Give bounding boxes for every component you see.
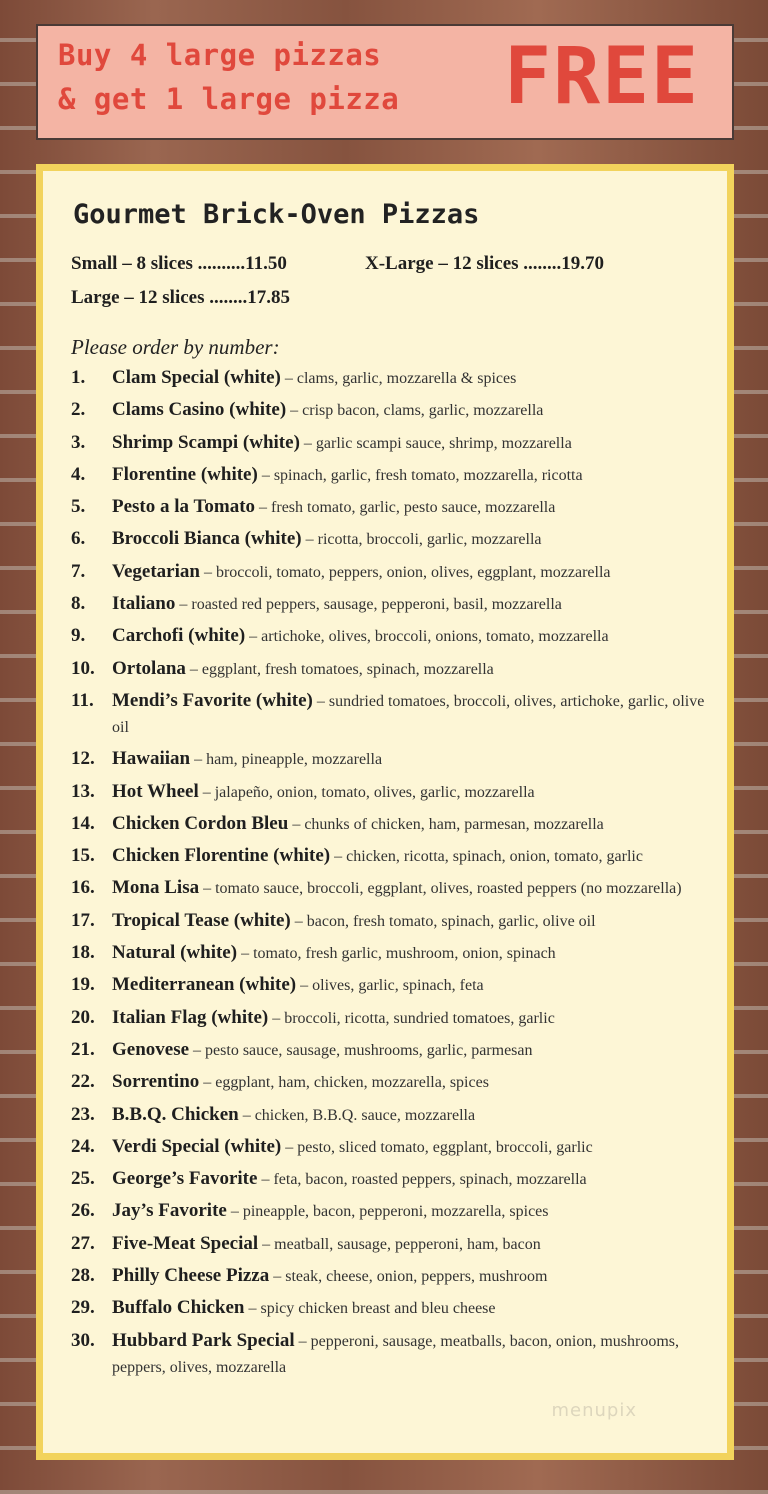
- item-name: Broccoli Bianca (white): [112, 528, 302, 550]
- item-name: Jay’s Favorite: [112, 1200, 227, 1222]
- list-item: [71, 1295, 713, 1322]
- item-number: 2.: [71, 399, 86, 421]
- item-name: Five-Meat Special: [112, 1232, 259, 1254]
- item-separator: –: [255, 499, 272, 517]
- item-description: clams, garlic, mozzarella & spices: [296, 370, 517, 387]
- item-description: jalapeño, onion, tomato, olives, garlic, mozzarella: [214, 783, 535, 801]
- item-separator: –: [288, 815, 305, 833]
- promo-line-1: Buy 4 large pizzas: [58, 38, 382, 72]
- list-item: [71, 1263, 713, 1290]
- item-number: 11.: [71, 689, 94, 711]
- item-number: 26.: [71, 1200, 95, 1222]
- item-separator: –: [299, 434, 316, 452]
- list-item: [71, 1166, 713, 1193]
- list-item: [71, 908, 713, 935]
- item-separator: –: [238, 1106, 255, 1124]
- item-name: Vegetarian: [112, 560, 200, 582]
- list-item: [71, 430, 713, 457]
- item-description: olives, garlic, spinach, feta: [312, 977, 484, 995]
- item-number: 3.: [71, 431, 86, 453]
- item-name: Hot Wheel: [112, 780, 199, 802]
- item-name: B.B.Q. Chicken: [112, 1103, 239, 1125]
- list-item: [71, 746, 713, 773]
- item-separator: –: [281, 1138, 298, 1156]
- item-separator: –: [294, 1332, 311, 1350]
- item-description: pesto, sliced tomato, eggplant, broccoli, garlic: [297, 1138, 593, 1156]
- order-instruction: Please order by number:: [71, 335, 280, 359]
- item-name: Sorrentino: [112, 1071, 200, 1093]
- item-number: 9.: [71, 625, 86, 647]
- item-description: bacon, fresh tomato, spinach, garlic, olive oil: [306, 912, 596, 930]
- item-description: artichoke, olives, broccoli, onions, tomato, mozzarella: [261, 628, 609, 646]
- item-description: ham, pineapple, mozzarella: [206, 751, 383, 769]
- list-item: [71, 1198, 713, 1225]
- list-item: [71, 462, 713, 489]
- item-description: garlic scampi sauce, shrimp, mozzarella: [315, 434, 572, 452]
- item-separator: –: [199, 1074, 216, 1092]
- item-description: chunks of chicken, ham, parmesan, mozzarella: [304, 815, 604, 833]
- promo-banner: [36, 24, 734, 140]
- price-large: Large – 12 slices ........17.85: [71, 287, 291, 308]
- item-separator: –: [198, 783, 215, 801]
- item-separator: –: [258, 1235, 275, 1253]
- item-number: 5.: [71, 496, 86, 518]
- item-name: Genovese: [112, 1038, 190, 1060]
- list-item: [71, 940, 713, 967]
- list-item: [71, 1134, 713, 1161]
- watermark: menupix: [551, 1400, 637, 1421]
- item-name: Carchofi (white): [112, 625, 246, 647]
- item-number: 22.: [71, 1071, 95, 1093]
- item-number: 1.: [71, 367, 86, 388]
- item-separator: –: [237, 945, 254, 963]
- item-separator: –: [286, 402, 303, 420]
- item-number: 14.: [71, 812, 95, 834]
- item-description: eggplant, ham, chicken, mozzarella, spices: [215, 1074, 489, 1092]
- item-number: 21.: [71, 1038, 95, 1060]
- item-description: spinach, garlic, fresh tomato, mozzarella, ricotta: [273, 466, 583, 484]
- item-separator: –: [312, 692, 329, 710]
- item-separator: –: [199, 880, 216, 898]
- item-number: 25.: [71, 1168, 95, 1190]
- item-number: 30.: [71, 1329, 95, 1351]
- item-name: Verdi Special (white): [112, 1135, 282, 1157]
- item-description: chicken, B.B.Q. sauce, mozzarella: [254, 1106, 476, 1124]
- item-name: Philly Cheese Pizza: [112, 1265, 270, 1287]
- item-name: Ortolana: [112, 657, 186, 679]
- item-description: meatball, sausage, pepperoni, ham, bacon: [274, 1235, 541, 1253]
- item-separator: –: [330, 848, 347, 866]
- list-item: [71, 559, 713, 586]
- item-separator: –: [296, 977, 313, 995]
- item-name: Mendi’s Favorite (white): [112, 689, 313, 711]
- item-separator: –: [269, 1268, 286, 1286]
- menu-panel: [36, 164, 734, 1460]
- item-description: broccoli, ricotta, sundried tomatoes, garlic: [284, 1009, 555, 1027]
- item-separator: –: [301, 531, 318, 549]
- item-number: 24.: [71, 1135, 95, 1157]
- item-name: Natural (white): [112, 942, 238, 964]
- item-number: 16.: [71, 877, 95, 899]
- item-number: 23.: [71, 1103, 95, 1125]
- item-description: eggplant, fresh tomatoes, spinach, mozzarella: [201, 660, 494, 678]
- item-description: steak, cheese, onion, peppers, mushroom: [285, 1268, 548, 1286]
- list-item: [71, 1231, 713, 1258]
- item-number: 6.: [71, 528, 86, 550]
- item-name: Hawaiian: [112, 748, 191, 770]
- item-name: Shrimp Scampi (white): [112, 431, 300, 453]
- item-separator: –: [190, 751, 207, 769]
- pizza-list: [71, 365, 713, 1386]
- item-separator: –: [199, 563, 216, 581]
- list-item: [71, 494, 713, 521]
- item-name: Buffalo Chicken: [112, 1297, 245, 1319]
- list-item: [71, 688, 713, 741]
- item-number: 18.: [71, 942, 95, 964]
- item-description: fresh tomato, garlic, pesto sauce, mozzarella: [271, 499, 556, 517]
- item-separator: –: [185, 660, 202, 678]
- item-name: Italiano: [112, 593, 176, 615]
- item-name: Mona Lisa: [112, 877, 200, 899]
- item-name: Tropical Tease (white): [112, 909, 291, 931]
- item-description: roasted red peppers, sausage, pepperoni, basil, mozzarella: [191, 596, 562, 614]
- item-separator: –: [245, 628, 262, 646]
- list-item: [71, 526, 713, 553]
- item-name: Clams Casino (white): [112, 399, 287, 421]
- item-name: Mediterranean (white): [112, 974, 297, 996]
- item-number: 15.: [71, 845, 95, 867]
- item-description: sundried tomatoes, broccoli, olives, artichoke, garlic, olive oil: [112, 692, 705, 736]
- item-name: George’s Favorite: [112, 1168, 258, 1190]
- item-description: broccoli, tomato, peppers, onion, olives, eggplant, mozzarella: [215, 563, 611, 581]
- item-separator: –: [268, 1009, 285, 1027]
- item-separator: –: [226, 1203, 243, 1221]
- item-number: 13.: [71, 780, 95, 802]
- item-name: Chicken Cordon Bleu: [112, 812, 289, 834]
- item-separator: –: [290, 912, 307, 930]
- item-number: 28.: [71, 1265, 95, 1287]
- list-item: [71, 972, 713, 999]
- list-item: [71, 1102, 713, 1129]
- item-name: Chicken Florentine (white): [112, 845, 331, 867]
- list-item: [71, 779, 713, 806]
- item-description: chicken, ricotta, spinach, onion, tomato, garlic: [346, 848, 643, 866]
- item-number: 10.: [71, 657, 95, 679]
- item-name: Hubbard Park Special: [112, 1329, 295, 1351]
- item-separator: –: [257, 1171, 274, 1189]
- item-separator: –: [244, 1300, 261, 1318]
- price-small: Small – 8 slices ..........11.50: [71, 253, 287, 274]
- item-separator: –: [257, 466, 274, 484]
- item-number: 19.: [71, 974, 95, 996]
- item-name: Pesto a la Tomato: [112, 496, 256, 518]
- item-name: Florentine (white): [112, 463, 258, 485]
- promo-free-text: FREE: [504, 32, 700, 122]
- item-number: 12.: [71, 748, 95, 770]
- list-item: [71, 365, 713, 392]
- item-description: tomato sauce, broccoli, eggplant, olives, roasted peppers (no mozzarella): [215, 880, 682, 898]
- list-item: [71, 656, 713, 683]
- item-description: pesto sauce, sausage, mushrooms, garlic, parmesan: [205, 1041, 533, 1059]
- item-number: 20.: [71, 1006, 95, 1028]
- item-description: pepperoni, sausage, meatballs, bacon, onion, mushrooms, peppers, olives, mozzarella: [112, 1332, 680, 1376]
- menu-title: Gourmet Brick-Oven Pizzas: [73, 199, 480, 230]
- item-number: 8.: [71, 593, 86, 615]
- list-item: [71, 1037, 713, 1064]
- list-item: [71, 1069, 713, 1096]
- item-separator: –: [189, 1041, 206, 1059]
- list-item: [71, 623, 713, 650]
- item-name: Clam Special (white): [112, 367, 281, 388]
- list-item: [71, 843, 713, 870]
- item-separator: –: [280, 370, 297, 387]
- item-number: 7.: [71, 560, 86, 582]
- list-item: [71, 875, 713, 902]
- price-xlarge: X-Large – 12 slices ........19.70: [365, 253, 605, 274]
- item-description: feta, bacon, roasted peppers, spinach, mozzarella: [273, 1171, 587, 1189]
- item-number: 29.: [71, 1297, 95, 1319]
- list-item: [71, 397, 713, 424]
- item-separator: –: [175, 596, 192, 614]
- list-item: [71, 811, 713, 838]
- item-number: 27.: [71, 1232, 95, 1254]
- promo-line-2: & get 1 large pizza: [58, 82, 400, 116]
- item-description: spicy chicken breast and bleu cheese: [260, 1300, 496, 1318]
- list-item: [71, 1328, 713, 1381]
- item-name: Italian Flag (white): [112, 1006, 269, 1028]
- list-item: [71, 1005, 713, 1032]
- item-description: crisp bacon, clams, garlic, mozzarella: [302, 402, 544, 420]
- item-number: 4.: [71, 463, 86, 485]
- item-description: tomato, fresh garlic, mushroom, onion, spinach: [253, 945, 556, 963]
- item-description: ricotta, broccoli, garlic, mozzarella: [317, 531, 542, 549]
- list-item: [71, 591, 713, 618]
- item-description: pineapple, bacon, pepperoni, mozzarella, spices: [242, 1203, 549, 1221]
- item-number: 17.: [71, 909, 95, 931]
